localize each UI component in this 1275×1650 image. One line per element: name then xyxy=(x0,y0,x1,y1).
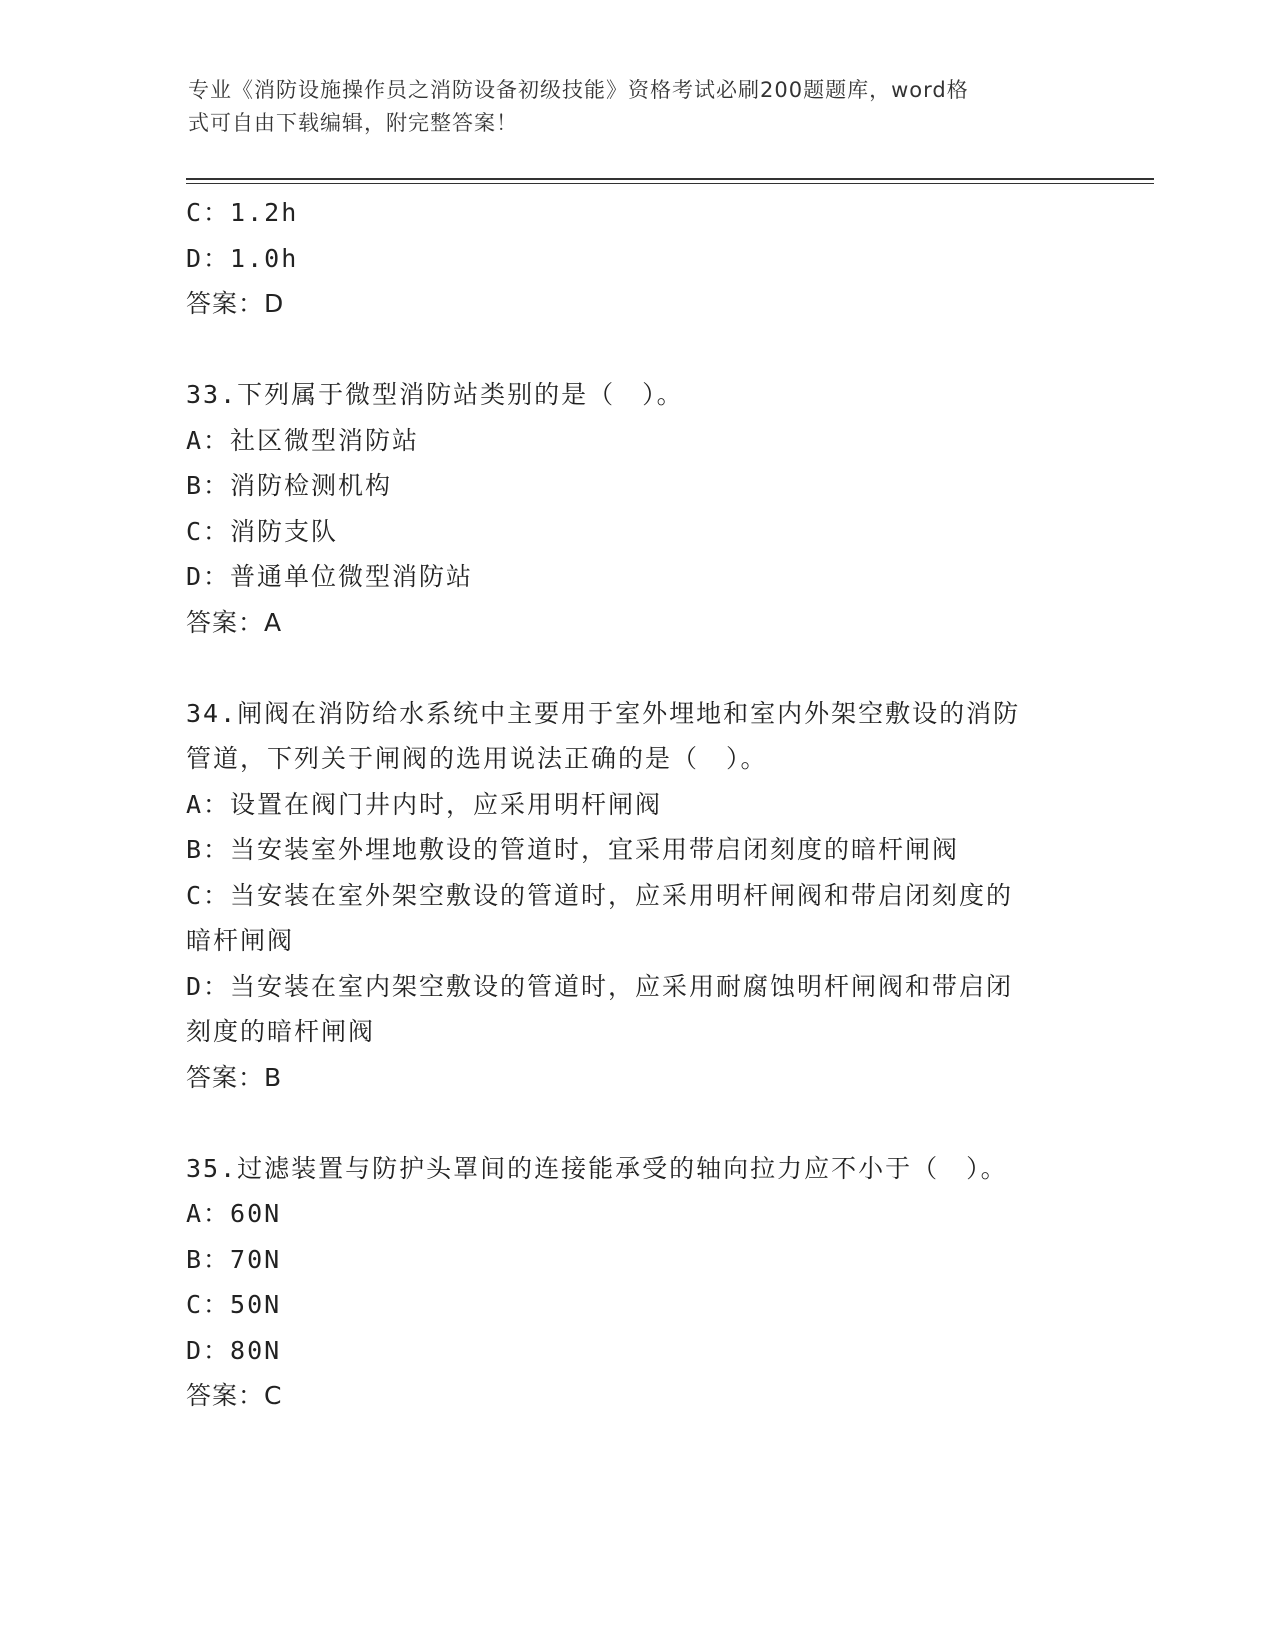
option-b: B：消防检测机构 xyxy=(186,471,393,500)
option-d: D：普通单位微型消防站 xyxy=(186,562,474,591)
option-d: D：80N xyxy=(186,1335,282,1365)
previous-question-tail xyxy=(186,190,1086,327)
option-c: C：消防支队 xyxy=(186,516,339,546)
question-stem: 34.闸阀在消防给水系统中主要用于室外埋地和室内外架空敷设的消防 xyxy=(186,698,1021,728)
option-a: A：设置在阀门井内时，应采用明杆闸阀 xyxy=(186,789,663,819)
header-rule-thin xyxy=(186,183,1154,184)
question-34 xyxy=(186,691,1086,1101)
option-c-continued: 暗杆闸阀 xyxy=(186,926,295,955)
option-d-continued: 刻度的暗杆闸阀 xyxy=(186,1017,376,1046)
option-b: B：70N xyxy=(186,1244,282,1274)
question-content xyxy=(186,190,1086,1419)
document-header xyxy=(188,74,1068,140)
header-line-2: 式可自由下载编辑，附完整答案！ xyxy=(188,111,518,135)
option-line: D：1.0h xyxy=(186,243,299,273)
answer-line: 答案：D xyxy=(186,289,285,318)
answer-line: 答案：B xyxy=(186,1062,283,1092)
option-d: D：当安装在室内架空敷设的管道时，应采用耐腐蚀明杆闸阀和带启闭 xyxy=(186,971,1014,1001)
question-35 xyxy=(186,1146,1086,1419)
question-stem-continued: 管道，下列关于闸阀的选用说法正确的是（ ）。 xyxy=(186,744,768,773)
spacer xyxy=(186,1100,1086,1146)
question-33 xyxy=(186,372,1086,645)
spacer xyxy=(186,645,1086,691)
header-rule-thick xyxy=(186,178,1154,180)
question-stem: 35.过滤装置与防护头罩间的连接能承受的轴向拉力应不小于（ ）。 xyxy=(186,1153,1008,1183)
question-stem: 33.下列属于微型消防站类别的是（ ）。 xyxy=(186,380,684,409)
option-b: B：当安装室外埋地敷设的管道时，宜采用带启闭刻度的暗杆闸阀 xyxy=(186,835,960,864)
header-line-1: 专业《消防设施操作员之消防设备初级技能》资格考试必刷200题题库，word格 xyxy=(188,78,969,102)
spacer xyxy=(186,327,1086,373)
option-c: C：50N xyxy=(186,1290,282,1319)
answer-line: 答案：A xyxy=(186,607,283,637)
option-a: A：社区微型消防站 xyxy=(186,425,420,455)
option-a: A：60N xyxy=(186,1199,282,1228)
answer-line: 答案：C xyxy=(186,1381,283,1410)
option-line: C：1.2h xyxy=(186,198,299,227)
option-c: C：当安装在室外架空敷设的管道时，应采用明杆闸阀和带启闭刻度的 xyxy=(186,880,1014,910)
